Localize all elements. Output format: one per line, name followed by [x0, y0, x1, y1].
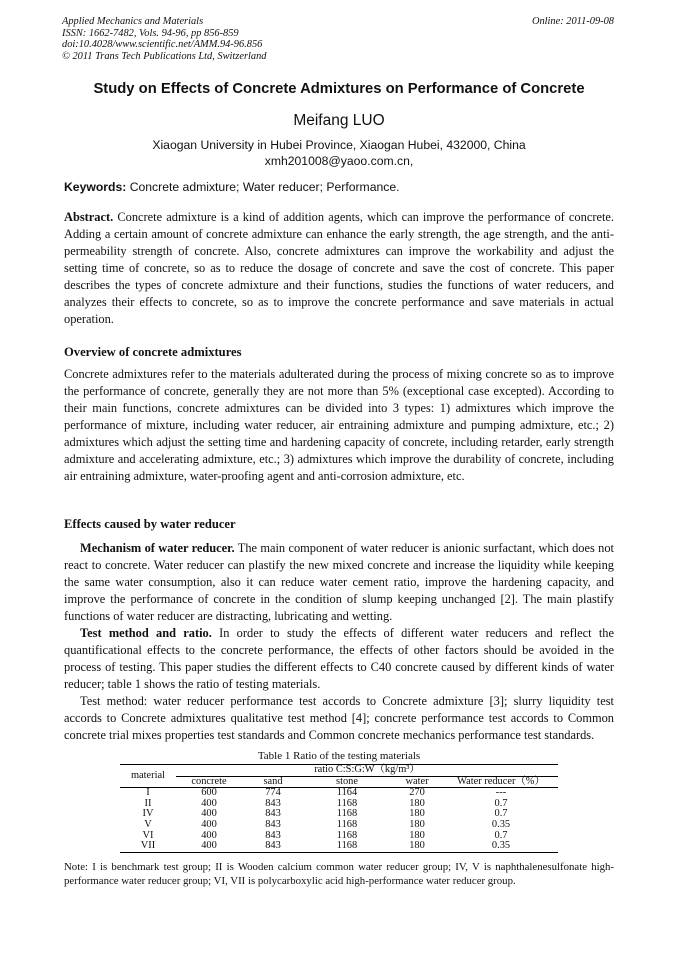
cell-material: II	[144, 797, 152, 809]
section-heading-water-reducer: Effects caused by water reducer	[64, 517, 236, 531]
cell-material: IV	[142, 808, 154, 820]
cell-material: V	[144, 818, 152, 830]
author-email: xmh201008@yaoo.com.cn,	[264, 154, 414, 168]
cell-water: 180	[409, 840, 425, 852]
cell-concrete: 400	[201, 840, 217, 852]
online-date: Online: 2011-09-08	[531, 16, 614, 27]
doi-line: doi:10.4028/www.scientific.net/AMM.94-96.856	[62, 39, 263, 50]
col-header-sand: sand	[263, 775, 283, 787]
mechanism-paragraph	[64, 540, 614, 625]
cell-sand: 843	[265, 808, 281, 820]
cell-stone: 1168	[336, 797, 358, 809]
test-method-label: Test method and ratio.	[80, 626, 212, 640]
cell-concrete: 600	[201, 787, 217, 799]
abstract-paragraph	[64, 209, 614, 328]
col-header-water: water	[405, 775, 429, 787]
keywords-text: Concrete admixture; Water reducer; Performance.	[129, 180, 400, 194]
material-header: material	[120, 765, 176, 788]
cell-stone: 1168	[336, 808, 358, 820]
cell-sand: 843	[265, 818, 281, 830]
cell-concrete: 400	[201, 818, 217, 830]
cell-water: 270	[409, 787, 425, 799]
cell-water-reducer: 0.7	[494, 829, 508, 841]
mechanism-label: Mechanism of water reducer.	[80, 541, 235, 555]
cell-water: 180	[409, 797, 425, 809]
keywords-label: Keywords:	[64, 180, 127, 194]
table-caption: Table 1 Ratio of the testing materials	[257, 750, 421, 762]
mechanism-text: The main component of water reducer is anionic surfactant, which does not react to concrete. Water reducer can plastify the new mixed concrete and increase the liquidity while keeping the same water consumption, also it can reduce water cement ratio, improve the hardening capacity, and improve the performance of concrete in the condition of slump keeping unchanged [2]. The main plastify functions of water reducer are distracting, lubricating and wetting.	[64, 541, 614, 623]
author-name: Meifang LUO	[293, 112, 385, 129]
section-heading-overview: Overview of concrete admixtures	[64, 345, 242, 359]
journal-header	[62, 16, 266, 62]
cell-stone: 1168	[336, 840, 358, 852]
overview-paragraph: Concrete admixtures refer to the materials adulterated during the process of mixing concrete so as to improve the performance of concrete, generally they are not more than 5% (exceptional case excepted). According to their main functions, concrete admixtures can be divided into 3 types: 1) admixtures which improve the performance of mixture, including water reducer, air entraining admixture and pumping admixture, etc.; 2) admixtures which adjust the setting time and hardening capacity of concrete, including retarder, early strength admixture and accelerating admixture, etc.; 3) admixtures which improve the durability of concrete, including air entraining admixture, water-proofing agent and anti-corrosion admixture, etc.	[64, 367, 614, 483]
issn-line: ISSN: 1662-7482, Vols. 94-96, pp 856-859	[62, 27, 239, 39]
cell-sand: 843	[265, 829, 281, 841]
cell-water-reducer: ---	[495, 787, 507, 799]
cell-water-reducer: 0.35	[491, 840, 511, 852]
paper-title: Study on Effects of Concrete Admixtures on Performance of Concrete	[93, 81, 585, 97]
cell-stone: 1164	[336, 787, 358, 799]
abstract-text: Concrete admixture is a kind of addition agents, which can improve the performance of concrete. Adding a certain amount of concrete admixture can enhance the early strength, the age strength, and the anti-permeability strength of concrete. Also, concrete admixtures can improve the workability and adjust the setting time of concrete, so as to reduce the dosage of concrete and save the cost of concrete. This paper describes the types of concrete admixture and their functions, studies the functions of water reducers, and analyzes their effects to concrete, so as to improve the concrete performance and save materials in actual operation.	[64, 210, 614, 326]
col-header-stone: stone	[336, 775, 358, 787]
ratio-group-header	[176, 765, 558, 777]
abstract-label: Abstract.	[64, 210, 114, 224]
table-row	[120, 820, 558, 831]
cell-material: VI	[142, 829, 154, 841]
test-method-paragraph	[64, 625, 614, 693]
cell-material: VII	[140, 840, 156, 852]
cell-water: 180	[409, 818, 425, 830]
cell-concrete: 400	[201, 797, 217, 809]
table-note: Note: I is benchmark test group; II is Wooden calcium common water reducer group; IV, V is naphthalenesulfonate high-performance water reducer group; VI, VII is polycarboxylic acid high-performance water reducer group.	[64, 861, 614, 887]
cell-water-reducer: 0.7	[494, 808, 508, 820]
ratio-group-label: ratio C:S:G:W	[314, 764, 375, 775]
water-reducer-paragraphs	[64, 540, 614, 744]
journal-name: Applied Mechanics and Materials	[62, 16, 204, 27]
cell-water-reducer: 0.35	[491, 818, 511, 830]
cell-water-reducer: 0.7	[494, 797, 508, 809]
affiliation: Xiaogan University in Hubei Province, Xiaogan Hubei, 432000, China	[152, 138, 526, 152]
cell-material: I	[146, 787, 150, 799]
cell-water: 180	[409, 808, 425, 820]
table-row	[120, 841, 558, 852]
col-header-concrete: concrete	[191, 775, 227, 787]
cell-sand: 843	[265, 797, 281, 809]
keywords-line	[64, 180, 400, 194]
cell-sand: 843	[265, 840, 281, 852]
cell-stone: 1168	[336, 829, 358, 841]
cell-sand: 774	[265, 787, 281, 799]
cell-stone: 1168	[336, 818, 358, 830]
ratio-group-unit: （kg/m³）	[374, 764, 420, 775]
cell-concrete: 400	[201, 829, 217, 841]
col-header-water-reducer: Water reducer（%）	[457, 775, 545, 787]
affiliation-block	[0, 137, 678, 169]
ratio-table	[120, 764, 558, 853]
cell-water: 180	[409, 829, 425, 841]
copyright-line: © 2011 Trans Tech Publications Ltd, Switzerland	[62, 50, 267, 62]
test-method-text: In order to study the effects of different water reducers and reflect the quantificational effects to the concrete performance, the effects of other factors should be avoided in the process of testing. This paper studies the different effects to C40 concrete caused by different kinds of water reducer; table 1 shows the ratio of testing materials.	[64, 626, 614, 691]
test-standards-paragraph: Test method: water reducer performance test accords to Concrete admixture [3]; slurry liquidity test accords to Concrete admixtures qualitative test method [4]; concrete performance test accords to Common concrete trial mixes properties test standards and Common concrete mechanics performance test standards.	[64, 694, 614, 742]
cell-concrete: 400	[201, 808, 217, 820]
